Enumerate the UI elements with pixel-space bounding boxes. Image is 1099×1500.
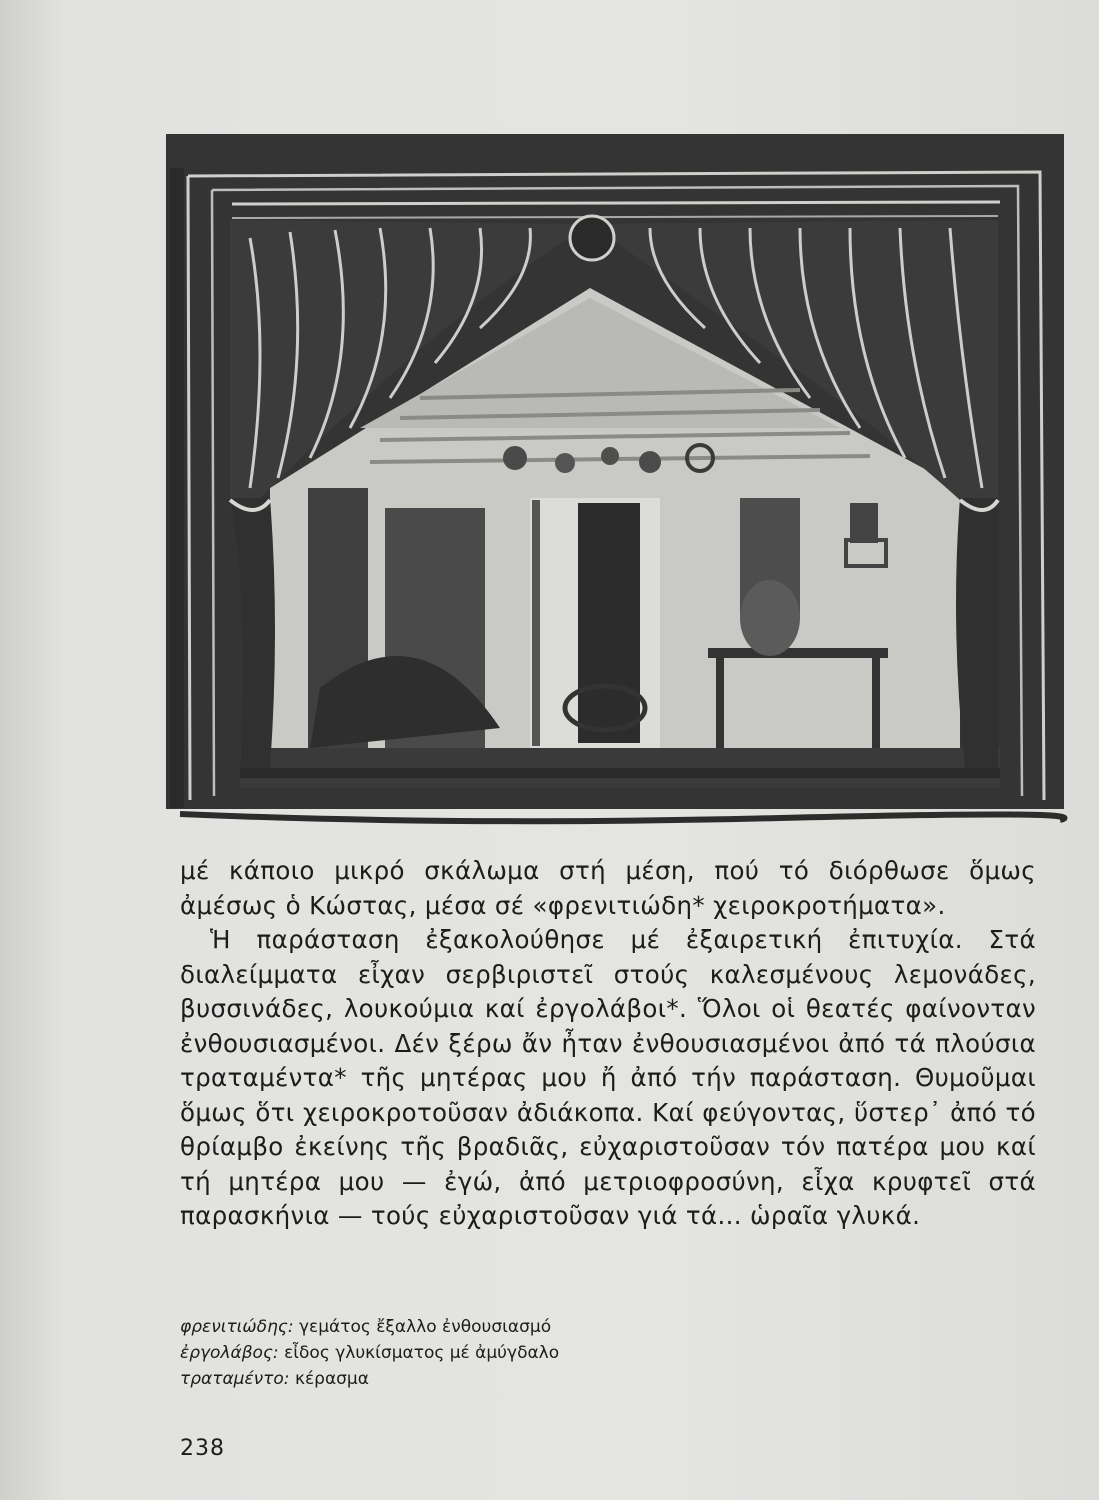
- page-number: 238: [180, 1436, 225, 1461]
- glossary: [180, 1314, 780, 1392]
- body-text: [180, 854, 1036, 1234]
- stage-sketch-icon: [160, 128, 1070, 838]
- glossary-term: φρενιτιώδης:: [180, 1317, 294, 1337]
- glossary-term: τραταμέντο:: [180, 1369, 290, 1389]
- theatre-stage-illustration: [160, 128, 1070, 838]
- glossary-entry: [180, 1340, 780, 1366]
- glossary-definition: εἶδος γλυκίσματος μέ ἀμύγδαλο: [284, 1343, 560, 1363]
- glossary-entry: [180, 1366, 780, 1392]
- glossary-definition: γεμάτος ἔξαλλο ἐνθουσιασμό: [298, 1317, 552, 1337]
- glossary-entry: [180, 1314, 780, 1340]
- glossary-definition: κέρασμα: [294, 1369, 369, 1389]
- paragraph-1: μέ κάποιο μικρό σκάλωμα στή μέση, πού τό διόρθωσε ὅμως ἀμέσως ὁ Κώστας, μέσα σέ «φρενιτιώδη* χειροκροτήματα».: [180, 856, 1036, 920]
- paragraph-2: Ἡ παράσταση ἐξακολούθησε μέ ἐξαιρετική ἐπιτυχία. Στά διαλείμματα εἶχαν σερβιριστεῖ στούς καλεσμένους λεμονάδες, βυσσινάδες, λουκούμια καί ἐργολάβοι*. Ὅλοι οἱ θεατές φαίνονταν ἐνθουσιασμένοι. Δέν ξέρω ἄν ἦταν ἐνθουσιασμένοι ἀπό τά πλούσια τραταμέντα* τῆς μητέρας μου ἤ ἀπό τήν παράσταση. Θυμοῦμαι ὅμως ὅτι χειροκροτοῦσαν ἀδιάκοπα. Καί φεύγοντας, ὕστερ᾽ ἀπό τό θρίαμβο ἐκείνης τῆς βραδιᾶς, εὐχαριστοῦσαν τόν πατέρα μου καί τή μητέρα μου — ἐγώ, ἀπό μετριοφροσύνη, εἶχα κρυφτεῖ στά παρασκήνια — τούς εὐχαριστοῦσαν γιά τά... ὡραῖα γλυκά.: [180, 925, 1036, 1230]
- glossary-term: ἐργολάβος:: [180, 1343, 279, 1363]
